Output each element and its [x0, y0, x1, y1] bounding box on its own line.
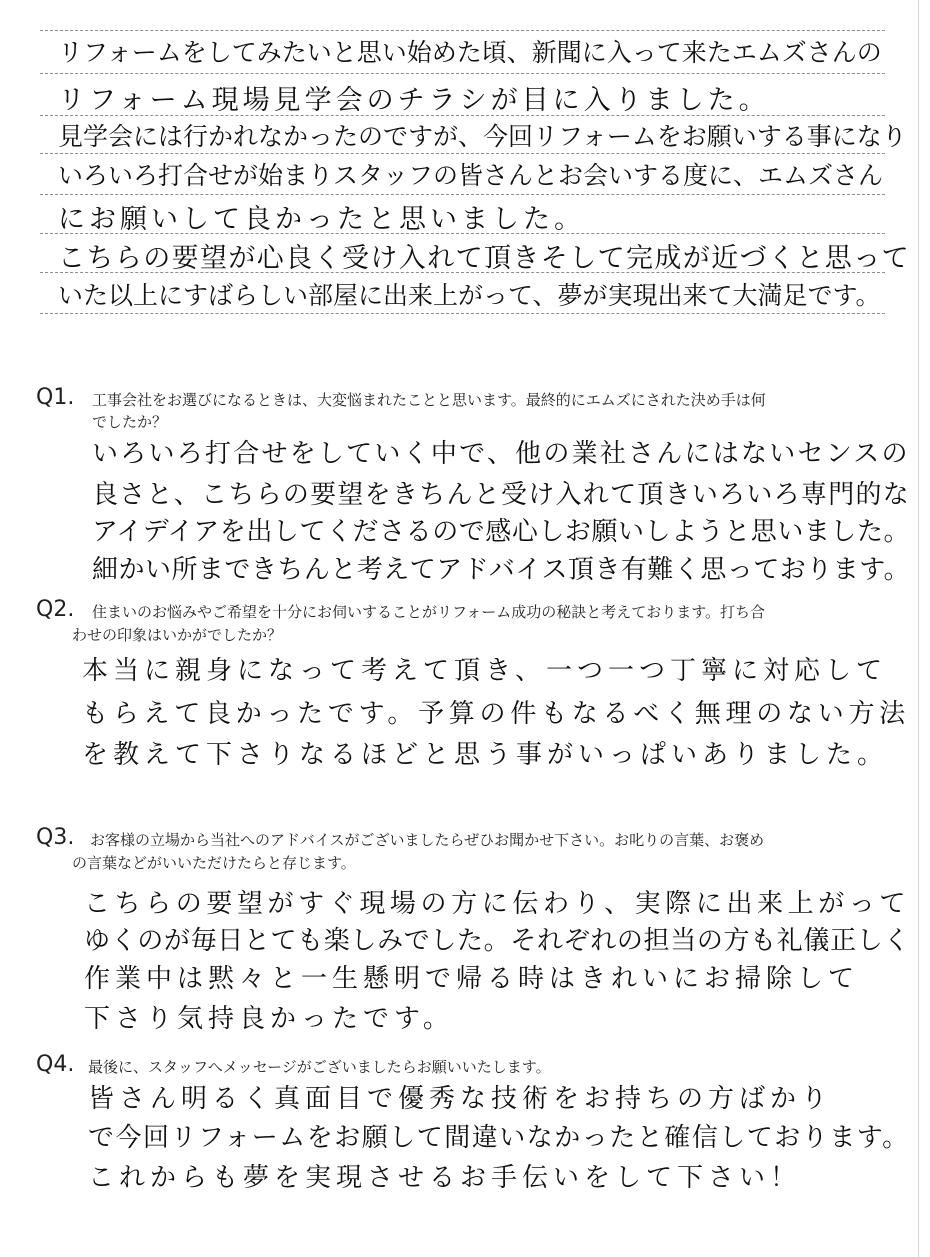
- answer-line: 作業中は黙々と一生懸明で帰る時はきれいにお掃除して: [84, 964, 860, 994]
- answer-line: 良さと、こちらの要望をきちんと受け入れて頂きいろいろ専門的な: [92, 480, 911, 510]
- answer-line: を教えて下さりなるほどと思う事がいっぱいありました。: [82, 740, 889, 770]
- ruled-line: [40, 30, 885, 31]
- intro-line: にお願いして良かったと思いました。: [58, 204, 585, 235]
- answer-line: これからも夢を実現させるお手伝いをして下さい！: [88, 1163, 802, 1193]
- question-text: お客様の立場から当社へのアドバイスがございましたらぜひお聞かせ下さい。お叱りの言葉、お褒め: [90, 831, 765, 849]
- intro-line: いろいろ打合せが始まりスタッフの皆さんとお会いする度に、エムズさん: [58, 161, 884, 190]
- answer-line: こちらの要望がすぐ現場の方に伝わり、実際に出来上がって: [84, 889, 911, 919]
- intro-line: いた以上にすばらしい部屋に出来上がって、夢が実現出来て大満足です。: [58, 281, 881, 310]
- answer-line: 細かい所まできちんと考えてアドバイス頂き有難く思っております。: [92, 555, 911, 585]
- ruled-line: [40, 313, 885, 314]
- right-margin-line: [918, 0, 919, 1257]
- intro-line: こちらの要望が心良く受け入れて頂きそして完成が近づくと思って: [58, 243, 910, 274]
- answer-line: 本当に親身になって考えて頂き、一つ一つ丁寧に対応して: [82, 656, 887, 686]
- question-text: の言葉などがいいただけたらと存じます。: [72, 854, 356, 872]
- answer-line: アイデイアを出してくださるので感心しお願いしようと思いました。: [92, 517, 911, 547]
- question-text: わせの印象はいかがでしたか？: [72, 626, 283, 644]
- intro-line: リフォームをしてみたいと思い始めた頃、新聞に入って来たエムズさんの: [58, 38, 882, 67]
- answer-line: ゆくのが毎日とても楽しみでした。それぞれの担当の方も礼儀正しく: [84, 926, 911, 956]
- answer-line: で今回リフォームをお願して間違いなかったと確信しております。: [88, 1123, 910, 1153]
- question-number: Q4.: [36, 1052, 75, 1077]
- question-text: 住まいのお悩みやご希望を十分にお伺いすることがリフォーム成功の秘訣と考えております。打ち合: [92, 603, 766, 621]
- ruled-line: [40, 153, 885, 154]
- question-number: Q3.: [36, 825, 75, 850]
- question-text: 最後に、スタッフへメッセージがございましたらお願いいたします。: [88, 1058, 551, 1076]
- answer-line: 皆さん明るく真面目で優秀な技術をお持ちの方ばかり: [88, 1084, 833, 1114]
- question-number: Q1.: [36, 385, 75, 410]
- question-text: 工事会社をお選びになるときは、大変悩まれたことと思います。最終的にエムズにされた決め手は何: [92, 391, 766, 409]
- answer-line: 下さり気持良かったです。: [84, 1004, 454, 1034]
- question-number: Q2.: [36, 597, 75, 622]
- ruled-line: [40, 73, 885, 74]
- intro-line: リフォーム現場見学会のチラシが目に入りました。: [58, 85, 770, 116]
- question-text: でしたか？: [92, 413, 168, 431]
- answer-line: もらえて良かったです。予算の件もなるべく無理のない方法: [82, 699, 910, 729]
- ruled-line: [40, 194, 885, 195]
- intro-line: 見学会には行かれなかったのですが、今回リフォームをお願いする事になり: [58, 122, 907, 151]
- answer-line: いろいろ打合せをしていく中で、他の業社さんにはないセンスの: [92, 439, 910, 469]
